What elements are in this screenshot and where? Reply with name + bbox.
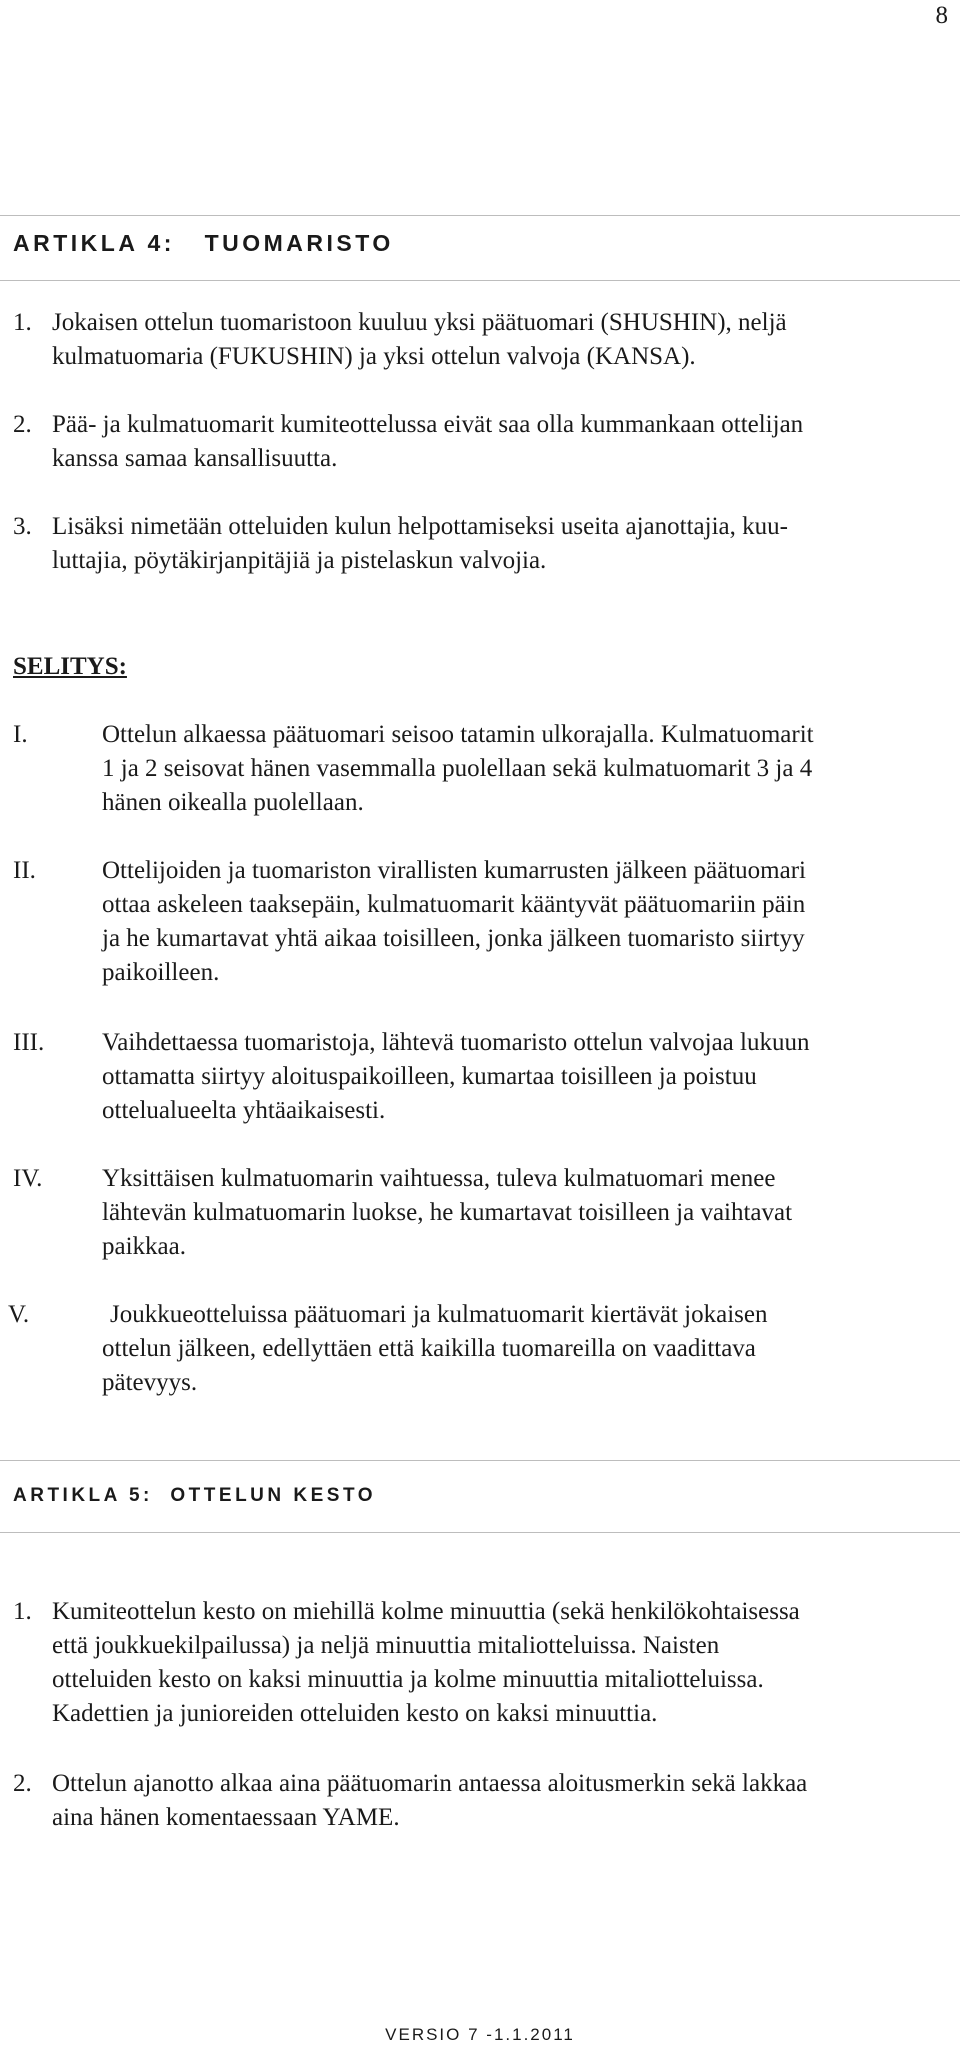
selitys-item-text: Ottelun alkaessa päätuomari seisoo tatamin ulkorajalla. Kulmatuomarit 1 ja 2 seisovat hänen vasemmalla puolellaan sekä kulmatuomarit 3 ja 4 hänen oikealla puolellaan.	[102, 721, 814, 816]
article-4-item-text: Lisäksi nimetään otteluiden kulun helpottamiseksi useita ajanottajia, kuu- luttajia, pöytäkirjanpitäjiä ja pistelaskun valvojia.	[52, 513, 788, 574]
selitys-item-number: II.	[13, 857, 36, 884]
divider	[0, 1460, 960, 1461]
article-4-item-number: 3.	[13, 513, 32, 540]
page-number: 8	[935, 2, 948, 29]
article-4-item-text: Pää- ja kulmatuomarit kumiteottelussa eivät saa olla kummankaan ottelijan kanssa samaa kansallisuutta.	[52, 411, 804, 472]
article-5-item-number: 1.	[13, 1598, 32, 1625]
selitys-item-text: Joukkueotteluissa päätuomari ja kulmatuomarit kiertävät jokaisen	[110, 1301, 768, 1328]
selitys-item-number: IV.	[13, 1165, 43, 1192]
selitys-item-number: I.	[13, 721, 28, 748]
selitys-item-number: III.	[13, 1029, 45, 1056]
article-5-item-text: Ottelun ajanotto alkaa aina päätuomarin antaessa aloitusmerkin sekä lakkaa aina hänen komentaessaan YAME.	[52, 1770, 808, 1831]
divider	[0, 280, 960, 281]
footer-version: VERSIO 7 -1.1.2011	[385, 2025, 575, 2044]
selitys-item-text: Vaihdettaessa tuomaristoja, lähtevä tuomaristo ottelun valvojaa lukuun ottamatta siirtyy aloituspaikoilleen, kumartaa toisilleen ja poistuu ottelualueelta yhtäaikaisesti.	[102, 1029, 810, 1124]
article-5-item-number: 2.	[13, 1770, 32, 1797]
divider	[0, 1532, 960, 1533]
article-5-item-text: Kumiteottelun kesto on miehillä kolme minuuttia (sekä henkilökohtaisessa että joukkuekilpailussa) ja neljä minuuttia mitaliotteluissa. Naisten otteluiden kesto on kaksi minuuttia ja kolme minuuttia mitaliotteluissa. Kadettien ja junioreiden otteluiden kesto on kaksi minuuttia.	[52, 1598, 800, 1727]
article-4-item-text: Jokaisen ottelun tuomaristoon kuuluu yksi päätuomari (SHUSHIN), neljä kulmatuomaria (FUKUSHIN) ja yksi ottelun valvoja (KANSA).	[52, 309, 787, 370]
article-5-title: ARTIKLA 5: OTTELUN KESTO	[13, 1485, 376, 1506]
selitys-item-text: Ottelijoiden ja tuomariston virallisten kumarrusten jälkeen päätuomari ottaa askeleen taaksepäin, kulmatuomarit kääntyvät päätuomariin päin ja he kumartavat yhtä aikaa toisilleen, jonka jälkeen tuomaristo siirtyy paikoilleen.	[102, 857, 806, 986]
divider	[0, 215, 960, 216]
article-4-item-number: 1.	[13, 309, 32, 336]
article-4-title: ARTIKLA 4: TUOMARISTO	[13, 230, 394, 256]
selitys-item-text: Yksittäisen kulmatuomarin vaihtuessa, tuleva kulmatuomari menee lähtevän kulmatuomarin luokse, he kumartavat toisilleen ja vaihtavat paikkaa.	[102, 1165, 793, 1260]
selitys-heading: SELITYS:	[13, 653, 127, 680]
selitys-item-text-continued: ottelun jälkeen, edellyttäen että kaikilla tuomareilla on vaadittava pätevyys.	[102, 1335, 756, 1396]
selitys-item-number: V.	[8, 1301, 30, 1328]
article-4-item-number: 2.	[13, 411, 32, 438]
